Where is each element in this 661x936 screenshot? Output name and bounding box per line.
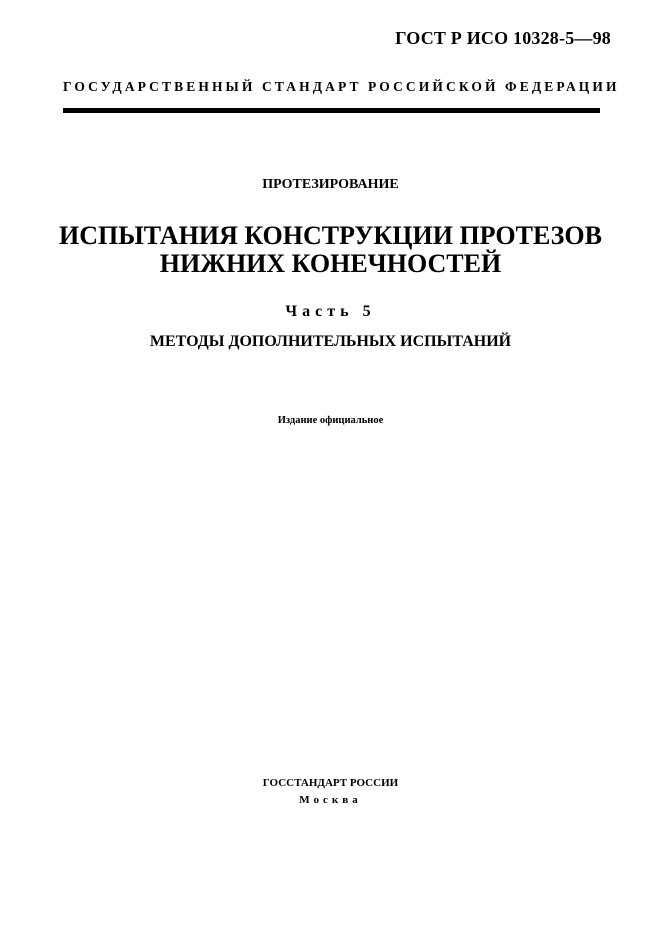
state-standard-heading: ГОСУДАРСТВЕННЫЙ СТАНДАРТ РОССИЙСКОЙ ФЕДЕРАЦИИ xyxy=(63,79,620,94)
subtitle: МЕТОДЫ ДОПОЛНИТЕЛЬНЫХ ИСПЫТАНИЙ xyxy=(149,333,512,350)
header-divider xyxy=(63,108,600,113)
publisher: ГОССТАНДАРТ РОССИИ xyxy=(262,777,399,789)
edition-label: Издание официальное xyxy=(277,415,384,426)
main-title-line-1: ИСПЫТАНИЯ КОНСТРУКЦИИ ПРОТЕЗОВ xyxy=(59,221,602,250)
category-title: ПРОТЕЗИРОВАНИЕ xyxy=(262,177,399,192)
part-number: Часть 5 xyxy=(285,303,376,320)
document-code: ГОСТ Р ИСО 10328-5—98 xyxy=(395,28,611,48)
main-title-line-2: НИЖНИХ КОНЕЧНОСТЕЙ xyxy=(159,249,502,278)
main-title xyxy=(0,222,661,278)
publication-city: Москва xyxy=(299,794,362,806)
